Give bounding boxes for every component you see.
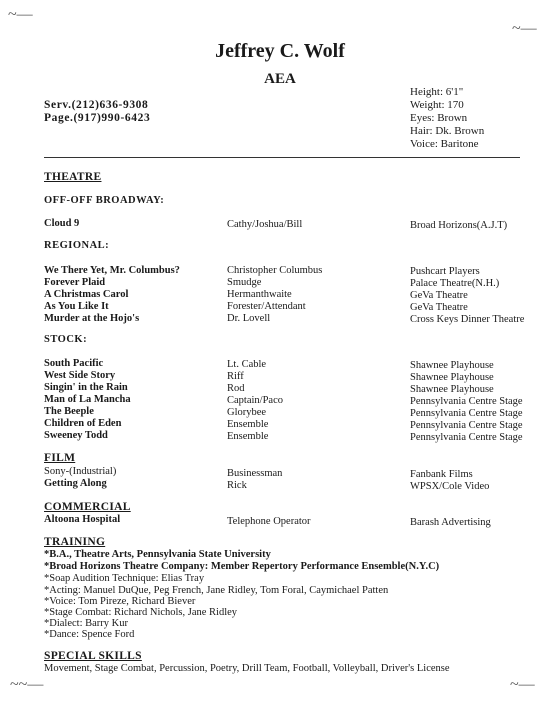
credit-role: Cathy/Joshua/Bill bbox=[227, 219, 303, 230]
training-line: *B.A., Theatre Arts, Pennsylvania State University bbox=[44, 549, 271, 560]
section-heading-commercial: COMMERCIAL bbox=[44, 501, 131, 513]
credit-company: GeVa Theatre bbox=[410, 302, 468, 313]
credit-company: Shawnee Playhouse bbox=[410, 384, 494, 395]
credit-role: Businessman bbox=[227, 468, 283, 479]
credit-company: Cross Keys Dinner Theatre bbox=[410, 314, 525, 325]
credit-role: Christopher Columbus bbox=[227, 265, 323, 276]
credit-role: Ensemble bbox=[227, 431, 269, 442]
credit-company: WPSX/Cole Video bbox=[410, 481, 490, 492]
scan-mark: ~— bbox=[8, 6, 33, 23]
credit-title: Murder at the Hojo's bbox=[44, 313, 140, 324]
special-skills-list: Movement, Stage Combat, Percussion, Poetry, Drill Team, Football, Volleyball, Driver's License bbox=[44, 663, 450, 674]
credit-role: Lt. Cable bbox=[227, 359, 267, 370]
stat-hair: Hair: Dk. Brown bbox=[410, 125, 485, 137]
stat-eyes: Eyes: Brown bbox=[410, 112, 468, 124]
credit-company: Palace Theatre(N.H.) bbox=[410, 278, 500, 289]
credit-title: As You Like It bbox=[44, 301, 109, 312]
credit-title: Singin' in the Rain bbox=[44, 382, 128, 393]
section-heading-special-skills: SPECIAL SKILLS bbox=[44, 650, 142, 662]
header-divider bbox=[44, 157, 520, 158]
credit-company: Shawnee Playhouse bbox=[410, 372, 494, 383]
credit-role: Rod bbox=[227, 383, 245, 394]
credit-title: A Christmas Carol bbox=[44, 289, 129, 300]
credit-role: Forester/Attendant bbox=[227, 301, 306, 312]
training-line: *Dialect: Barry Kur bbox=[44, 618, 128, 629]
credit-title: Forever Plaid bbox=[44, 277, 106, 288]
credit-company: Pennsylvania Centre Stage bbox=[410, 432, 523, 443]
credit-role: Telephone Operator bbox=[227, 516, 311, 527]
training-line: *Dance: Spence Ford bbox=[44, 629, 135, 640]
credit-company: Broad Horizons(A.J.T) bbox=[410, 220, 508, 231]
credit-role: Riff bbox=[227, 371, 244, 382]
union-affiliation: AEA bbox=[264, 71, 296, 87]
scan-mark: ~— bbox=[512, 20, 537, 37]
credit-title: The Beeple bbox=[44, 406, 94, 417]
credit-role: Rick bbox=[227, 480, 247, 491]
credit-title: West Side Story bbox=[44, 370, 116, 381]
credit-title: Sweeney Todd bbox=[44, 430, 108, 441]
stat-voice: Voice: Baritone bbox=[410, 138, 479, 150]
pager-phone: Page.(917)990-6423 bbox=[44, 112, 151, 124]
credit-company: Pennsylvania Centre Stage bbox=[410, 396, 523, 407]
training-line: *Soap Audition Technique: Elias Tray bbox=[44, 573, 205, 584]
credit-role: Glorybee bbox=[227, 407, 267, 418]
credit-title: South Pacific bbox=[44, 358, 104, 369]
credit-title: Getting Along bbox=[44, 478, 107, 489]
service-phone: Serv.(212)636-9308 bbox=[44, 99, 149, 111]
training-line: *Broad Horizons Theatre Company: Member Repertory Performance Ensemble(N.Y.C) bbox=[44, 561, 440, 572]
credit-company: Barash Advertising bbox=[410, 517, 491, 528]
credit-role: Dr. Lovell bbox=[227, 313, 271, 324]
subheading-stock: STOCK: bbox=[44, 334, 88, 345]
training-line: *Voice: Tom Pireze, Richard Biever bbox=[44, 596, 196, 607]
actor-name: Jeffrey C. Wolf bbox=[215, 40, 345, 62]
stat-height: Height: 6'1" bbox=[410, 86, 464, 98]
credit-title: Sony-(Industrial) bbox=[44, 466, 117, 477]
section-heading-theatre: THEATRE bbox=[44, 171, 102, 183]
credit-role: Ensemble bbox=[227, 419, 269, 430]
credit-title: Man of La Mancha bbox=[44, 394, 131, 405]
subheading-off-off-broadway: OFF-OFF BROADWAY: bbox=[44, 195, 165, 206]
credit-company: GeVa Theatre bbox=[410, 290, 468, 301]
credit-company: Pennsylvania Centre Stage bbox=[410, 420, 523, 431]
credit-company: Fanbank Films bbox=[410, 469, 473, 480]
credit-company: Shawnee Playhouse bbox=[410, 360, 494, 371]
credit-company: Pennsylvania Centre Stage bbox=[410, 408, 523, 419]
training-line: *Acting: Manuel DuQue, Peg French, Jane Ridley, Tom Foral, Caymichael Patten bbox=[44, 585, 389, 596]
credit-title: We There Yet, Mr. Columbus? bbox=[44, 265, 180, 276]
scan-mark: ~— bbox=[510, 676, 535, 693]
subheading-regional: REGIONAL: bbox=[44, 240, 110, 251]
credit-title: Cloud 9 bbox=[44, 218, 80, 229]
training-line: *Stage Combat: Richard Nichols, Jane Ridley bbox=[44, 607, 238, 618]
credit-role: Smudge bbox=[227, 277, 262, 288]
section-heading-film: FILM bbox=[44, 452, 76, 464]
credit-role: Captain/Paco bbox=[227, 395, 283, 406]
stat-weight: Weight: 170 bbox=[410, 99, 464, 111]
credit-role: Hermanthwaite bbox=[227, 289, 292, 300]
scan-mark: ~~— bbox=[10, 676, 44, 693]
credit-company: Pushcart Players bbox=[410, 266, 480, 277]
credit-title: Altoona Hospital bbox=[44, 514, 121, 525]
credit-title: Children of Eden bbox=[44, 418, 122, 429]
physical-stats bbox=[410, 86, 484, 151]
section-heading-training: TRAINING bbox=[44, 536, 106, 548]
